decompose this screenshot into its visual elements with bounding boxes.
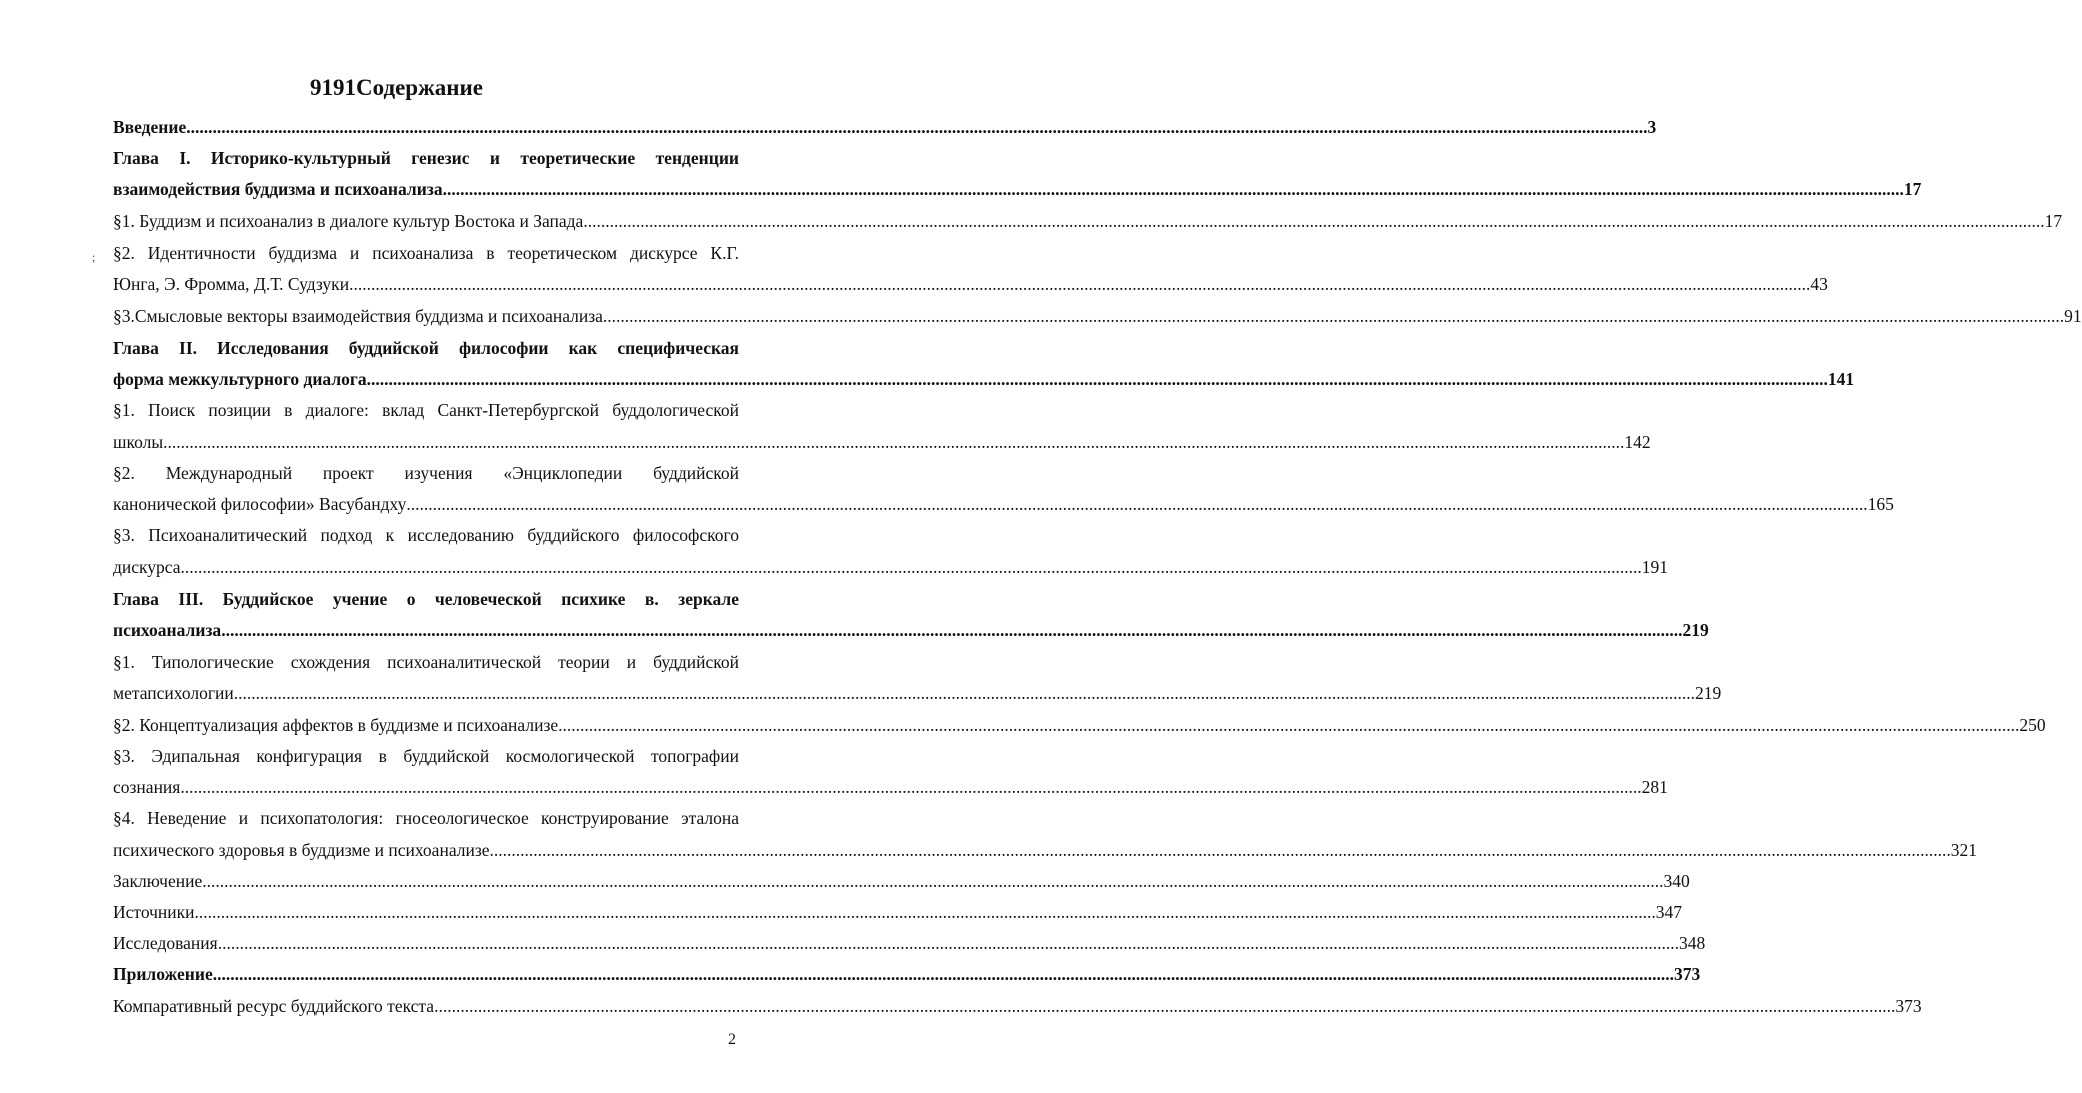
toc-entry-title: Приложение <box>113 964 213 984</box>
toc-leader-dots: .............................................................................................................................................................................................................................................................................................................................................. <box>180 557 1642 577</box>
toc-entry-ch3-sec3-line-2 <box>113 775 1668 799</box>
toc-leader-dots: .............................................................................................................................................................................................................................................................................................................................................. <box>163 432 1625 452</box>
toc-entry-chapter-3-line-2 <box>113 618 1709 642</box>
toc-entry-chapter-2-line-2 <box>113 367 1855 391</box>
toc-entry-page: 191 <box>1641 557 1669 577</box>
toc-entry-appendix-resource <box>113 994 1922 1018</box>
toc-entry-ch2-sec3-line-2 <box>113 555 1669 579</box>
toc-entry-page: 43 <box>1810 274 1828 294</box>
toc-entry-ch1-sec3 <box>113 304 2082 328</box>
page-title: 9191Содержание <box>310 75 483 100</box>
toc-entry-ch2-sec2-line-2 <box>113 492 1894 516</box>
toc-leader-dots: .............................................................................................................................................................................................................................................................................................................................................. <box>558 715 2020 735</box>
toc-entry-title: §1. Буддизм и психоанализ в диалоге культур Востока и Запада <box>113 211 584 231</box>
toc-entry-page: 3 <box>1647 117 1657 137</box>
toc-entry-page: 17 <box>2044 211 2063 231</box>
toc-entry-ch3-sec2 <box>113 713 2046 737</box>
toc-entry-ch3-sec4-line-1: §4. Неведение и психопатология: гносеологическое конструирование эталона <box>113 808 739 828</box>
toc-entry-ch3-sec1-line-1: §1. Типологические схождения психоаналитической теории и буддийской <box>113 652 739 672</box>
toc-entry-page: 373 <box>1673 964 1701 984</box>
toc-leader-dots: .............................................................................................................................................................................................................................................................................................................................................. <box>233 683 1695 703</box>
toc-entry-title: психоанализа <box>113 620 222 640</box>
toc-entry-title: метапсихологии <box>113 683 234 703</box>
toc-entry-page: 91 <box>2064 306 2082 326</box>
toc-entry-title: Источники <box>113 902 195 922</box>
toc-entry-chapter-1-line-1: Глава I. Историко-культурный генезис и теоретические тенденции <box>113 148 739 168</box>
toc-entry-title: сознания <box>113 777 181 797</box>
toc-entry-title: Заключение <box>113 871 203 891</box>
toc-entry-page: 141 <box>1827 369 1855 389</box>
toc-entry-page: 219 <box>1682 620 1709 640</box>
toc-entry-ch2-sec3-line-1: §3. Психоаналитический подход к исследованию буддийского философского <box>113 525 739 545</box>
toc-entry-page: 165 <box>1867 494 1894 514</box>
toc-leader-dots: .............................................................................................................................................................................................................................................................................................................................................. <box>217 933 1679 953</box>
toc-leader-dots: .............................................................................................................................................................................................................................................................................................................................................. <box>406 494 1868 514</box>
toc-leader-dots: .............................................................................................................................................................................................................................................................................................................................................. <box>186 117 1648 137</box>
toc-entry-page: 347 <box>1655 902 1683 922</box>
toc-leader-dots: .............................................................................................................................................................................................................................................................................................................................................. <box>212 964 1674 984</box>
toc-leader-dots: .............................................................................................................................................................................................................................................................................................................................................. <box>583 211 2045 231</box>
toc-entry-chapter-1-line-2 <box>113 177 1922 201</box>
toc-entry-title: Компаративный ресурс буддийского текста <box>113 996 435 1016</box>
toc-entry-title: дискурса <box>113 557 181 577</box>
toc-leader-dots: .............................................................................................................................................................................................................................................................................................................................................. <box>221 620 1683 640</box>
toc-leader-dots: .............................................................................................................................................................................................................................................................................................................................................. <box>602 306 2065 326</box>
toc-entry-page: 142 <box>1624 432 1651 452</box>
toc-entry-page: 281 <box>1641 777 1668 797</box>
toc-entry-page: 321 <box>1950 840 1978 860</box>
toc-entry-title: взаимодействия буддизма и психоанализа <box>113 179 443 199</box>
toc-entry-title: школы <box>113 432 164 452</box>
toc-leader-dots: .............................................................................................................................................................................................................................................................................................................................................. <box>434 996 1896 1016</box>
toc-entry-page: 340 <box>1663 871 1690 891</box>
toc-leader-dots: .............................................................................................................................................................................................................................................................................................................................................. <box>366 369 1828 389</box>
toc-entry-title: §2. Концептуализация аффектов в буддизме и психоанализе <box>113 715 559 735</box>
toc-entry-conclusion <box>113 869 1690 893</box>
toc-entry-ch2-sec2-line-1: §2. Международный проект изучения «Энциклопедии буддийской <box>113 463 739 483</box>
toc-entry-title: Исследования <box>113 933 218 953</box>
toc-entry-title: психического здоровья в буддизме и психоанализе <box>113 840 490 860</box>
toc-entry-page: 373 <box>1895 996 1922 1016</box>
toc-entry-page: 348 <box>1678 933 1706 953</box>
toc-entry-chapter-2-line-1: Глава II. Исследования буддийской философии как специфическая <box>113 338 739 358</box>
toc-entry-page: 219 <box>1694 683 1722 703</box>
toc-entry-research <box>113 931 1706 955</box>
page-number: 2 <box>728 1031 736 1048</box>
toc-entry-ch1-sec1 <box>113 209 2063 233</box>
toc-entry-title: Юнга, Э. Фромма, Д.Т. Судзуки <box>113 274 350 294</box>
toc-leader-dots: .............................................................................................................................................................................................................................................................................................................................................. <box>194 902 1656 922</box>
toc-entry-title: форма межкультурного диалога <box>113 369 367 389</box>
toc-entry-title: Введение <box>113 117 187 137</box>
toc-entry-title: §3.Смысловые векторы взаимодействия буддизма и психоанализа <box>113 306 603 326</box>
toc-entry-ch2-sec1-line-1: §1. Поиск позиции в диалоге: вклад Санкт-Петербургской буддологической <box>113 400 739 420</box>
toc-leader-dots: .............................................................................................................................................................................................................................................................................................................................................. <box>180 777 1642 797</box>
toc-entry-ch1-sec2-line-2 <box>113 272 1828 296</box>
toc-entry-ch3-sec3-line-1: §3. Эдипальная конфигурация в буддийской космологической топографии <box>113 746 739 766</box>
toc-entry-ch3-sec1-line-2 <box>113 681 1722 705</box>
toc-leader-dots: .............................................................................................................................................................................................................................................................................................................................................. <box>442 179 1904 199</box>
scan-speck-mark: ; <box>92 250 96 264</box>
toc-entry-appendix <box>113 962 1701 986</box>
toc-entry-ch1-sec2-line-1: §2. Идентичности буддизма и психоанализа в теоретическом дискурсе К.Г. <box>113 243 739 263</box>
toc-entry-sources <box>113 900 1683 924</box>
toc-entry-introduction <box>113 115 1657 139</box>
toc-entry-ch2-sec1-line-2 <box>113 430 1651 454</box>
toc-leader-dots: .............................................................................................................................................................................................................................................................................................................................................. <box>202 871 1664 891</box>
toc-entry-chapter-3-line-1: Глава III. Буддийское учение о человеческой психике в. зеркале <box>113 589 739 609</box>
toc-leader-dots: .............................................................................................................................................................................................................................................................................................................................................. <box>349 274 1811 294</box>
toc-entry-ch3-sec4-line-2 <box>113 838 1978 862</box>
toc-leader-dots: .............................................................................................................................................................................................................................................................................................................................................. <box>489 840 1951 860</box>
toc-entry-page: 17 <box>1903 179 1922 199</box>
toc-entry-title: канонической философии» Васубандху <box>113 494 407 514</box>
toc-entry-page: 250 <box>2019 715 2046 735</box>
